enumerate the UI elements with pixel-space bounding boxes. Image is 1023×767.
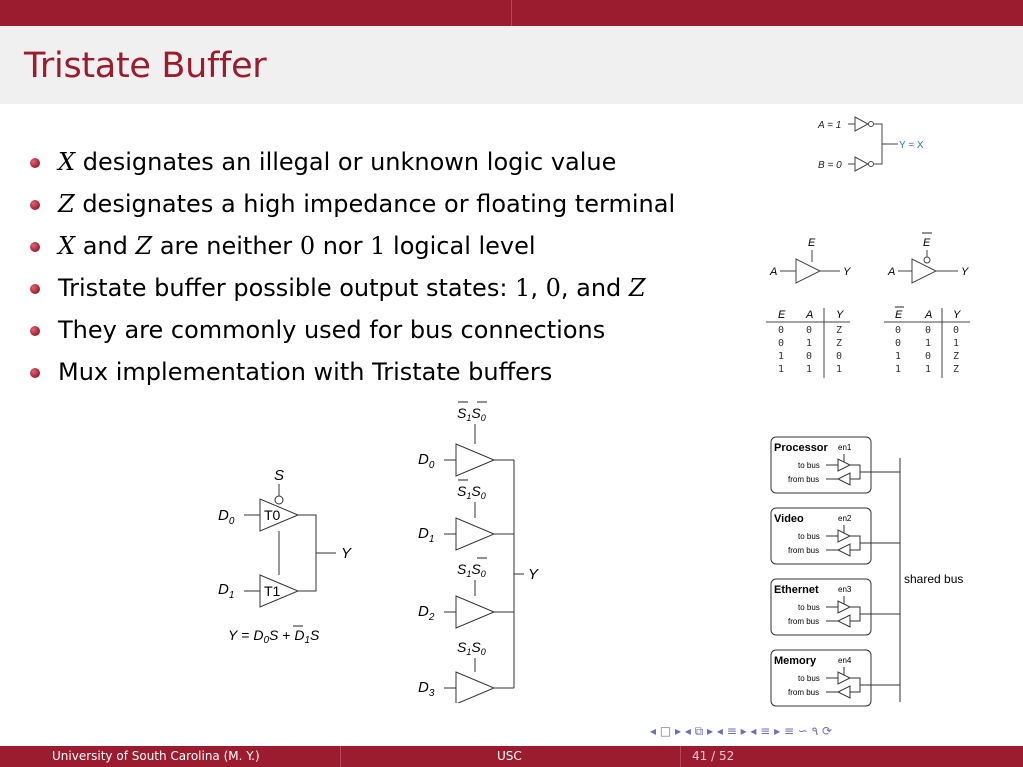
bullet-item: Tristate buffer possible output states: 1, 0, and Z <box>30 268 675 310</box>
mux4-stage <box>418 639 514 703</box>
enable-bar-label: E <box>923 237 931 249</box>
mux4-stage <box>418 402 514 476</box>
bus-device <box>771 508 900 564</box>
svg-text:S1S0: $S_1S_0$ <box>457 483 486 501</box>
bus-device <box>771 437 900 493</box>
footer-short-title: USC <box>497 749 522 763</box>
svg-text:Video: Video <box>774 513 804 525</box>
mux4-output-label: Y <box>528 566 539 583</box>
bullet-item: Mux implementation with Tristate buffers <box>30 352 675 394</box>
svg-text:E: E <box>778 309 786 321</box>
svg-text:1: 1 <box>836 364 843 375</box>
svg-text:E: E <box>895 309 903 321</box>
svg-text:from bus: from bus <box>788 617 820 626</box>
svg-text:Processor: Processor <box>774 442 828 454</box>
footer-divider <box>680 746 681 767</box>
mux2-figure <box>210 458 380 658</box>
bullet-icon <box>30 368 40 378</box>
svg-text:Y: Y <box>953 309 961 321</box>
svg-text:0: 0 <box>895 325 902 336</box>
svg-text:en2: en2 <box>838 514 852 523</box>
svg-text:S1S0: $S_1S_0$ <box>457 561 486 579</box>
svg-text:from bus: from bus <box>788 475 820 484</box>
bullet-icon <box>30 284 40 294</box>
bus-figure <box>766 432 976 712</box>
svg-text:0: 0 <box>925 325 932 336</box>
footer-bar <box>0 746 1023 767</box>
bullet-icon <box>30 200 40 210</box>
bullet-item: They are commonly used for bus connections <box>30 310 675 352</box>
svg-text:1: 1 <box>778 364 785 375</box>
conflict-y-label: Y = X <box>899 140 924 151</box>
svg-text:to bus: to bus <box>798 674 820 683</box>
select-s-label: S <box>274 467 285 484</box>
svg-text:1: 1 <box>778 351 785 362</box>
input-a-label: A <box>770 266 778 278</box>
footer-divider <box>340 746 341 767</box>
bus-device <box>771 650 900 706</box>
input-a-label: A <box>888 266 896 278</box>
mux2-output-label: Y <box>341 545 352 562</box>
bullet-icon <box>30 242 40 252</box>
truth-table-left <box>766 308 850 378</box>
mux4-figure <box>410 398 560 703</box>
svg-text:0: 0 <box>778 325 785 336</box>
truth-table-right <box>884 307 970 378</box>
enable-label: E <box>808 237 816 249</box>
svg-text:Ethernet: Ethernet <box>774 584 819 596</box>
svg-text:Z: Z <box>953 364 960 375</box>
svg-text:D0: $D_0$ <box>418 451 435 471</box>
mux4-stage <box>418 480 514 550</box>
beamer-navigation[interactable]: ◂ □ ▸ ◂ ⧉ ▸ ◂ ≡ ▸ ◂ ≡ ▸ ≡ ∽ ۹ ⟳ <box>650 724 833 738</box>
slide-title: Tristate Buffer <box>24 46 267 86</box>
conflict-figure <box>810 110 950 180</box>
conflict-b-label: B = 0 <box>818 160 842 171</box>
svg-text:Z: Z <box>836 325 843 336</box>
d1-label: $D_1$ <box>218 581 235 601</box>
svg-text:0: 0 <box>836 351 843 362</box>
svg-text:Memory: Memory <box>774 655 817 667</box>
svg-text:0: 0 <box>895 338 902 349</box>
tristate-figure <box>760 228 980 380</box>
svg-text:D1: $D_1$ <box>418 525 435 545</box>
bullet-icon <box>30 326 40 336</box>
svg-text:Z: Z <box>953 351 960 362</box>
svg-text:to bus: to bus <box>798 603 820 612</box>
svg-text:0: 0 <box>953 325 960 336</box>
output-y-label: Y <box>961 266 969 278</box>
svg-text:1: 1 <box>925 364 932 375</box>
svg-text:Z: Z <box>836 338 843 349</box>
svg-text:0: 0 <box>925 351 932 362</box>
page-number: 41 / 52 <box>692 749 735 763</box>
bullet-item: Z designates a high impedance or floating terminal <box>30 184 675 226</box>
svg-text:1: 1 <box>895 351 902 362</box>
mux4-stage <box>418 558 514 628</box>
svg-text:en4: en4 <box>838 656 852 665</box>
svg-text:A: A <box>806 309 814 321</box>
svg-text:from bus: from bus <box>788 688 820 697</box>
top-bar-divider <box>511 0 512 26</box>
svg-text:1: 1 <box>806 338 813 349</box>
svg-text:0: 0 <box>778 338 785 349</box>
svg-text:A: A <box>925 309 933 321</box>
bullet-list <box>30 142 675 394</box>
svg-text:en1: en1 <box>838 443 852 452</box>
svg-text:from bus: from bus <box>788 546 820 555</box>
svg-text:Y: Y <box>836 309 844 321</box>
conflict-a-label: A = 1 <box>818 120 842 131</box>
t0-label: T0 <box>264 507 281 523</box>
output-y-label: Y <box>843 266 851 278</box>
bullet-item: X and Z are neither 0 nor 1 logical level <box>30 226 675 268</box>
bus-device <box>771 579 900 635</box>
footer-institution: University of South Carolina (M. Y.) <box>52 749 260 763</box>
svg-text:1: 1 <box>925 338 932 349</box>
svg-text:en3: en3 <box>838 585 852 594</box>
bullet-item: X designates an illegal or unknown logic value <box>30 142 675 184</box>
svg-text:S1S0: $S_1S_0$ <box>457 405 486 423</box>
mux2-equation: $Y = D_0S + D_1S$ <box>228 627 320 646</box>
svg-text:S1S0: $S_1S_0$ <box>457 639 486 657</box>
svg-text:1: 1 <box>953 338 960 349</box>
bullet-icon <box>30 158 40 168</box>
svg-text:to bus: to bus <box>798 532 820 541</box>
top-bar <box>0 0 1023 26</box>
svg-text:0: 0 <box>806 351 813 362</box>
t1-label: T1 <box>264 583 281 599</box>
shared-bus-label: shared bus <box>904 572 964 586</box>
svg-text:1: 1 <box>895 364 902 375</box>
svg-text:D2: $D_2$ <box>418 603 435 623</box>
svg-text:1: 1 <box>806 364 813 375</box>
svg-text:to bus: to bus <box>798 461 820 470</box>
d0-label: $D_0$ <box>218 507 235 527</box>
svg-text:D3: $D_3$ <box>418 679 435 699</box>
svg-text:0: 0 <box>806 325 813 336</box>
